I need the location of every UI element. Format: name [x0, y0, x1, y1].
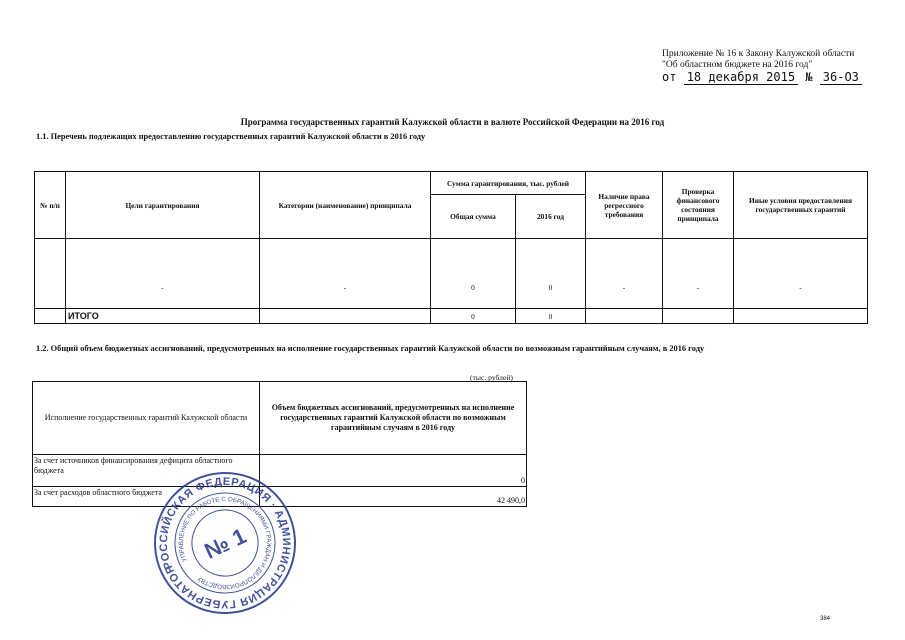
total-row: [35, 309, 868, 324]
cell-total: 0: [431, 239, 516, 309]
total-label: ИТОГО: [66, 309, 260, 324]
stamp-number: № 1: [200, 523, 250, 564]
stamp-inner-text: УПРАВЛЕНИЕ ПО РАБОТЕ С ОБРАЩЕНИЯМИ ГРАЖДАН И ДЕЛОПРОИЗВОДСТВУ: [177, 495, 273, 591]
total-cell-empty: [35, 309, 66, 324]
header-sum: Сумма гарантирования, тыс. рублей: [431, 172, 586, 195]
table-row: [35, 239, 868, 309]
header-regress: Наличие права регрессного требования: [586, 172, 663, 239]
total-cell-empty: [586, 309, 663, 324]
official-stamp: [150, 468, 300, 618]
cell-regress: -: [586, 239, 663, 309]
header-year: 2016 год: [516, 195, 586, 239]
stamp-outer-text: РОССИЙСКАЯ ФЕДЕРАЦИЯ · АДМИНИСТРАЦИЯ ГУБЕРНАТОРА: [157, 475, 293, 611]
row-label: За счет источников финансирования дефицита областного бюджета: [33, 455, 260, 487]
header-num: № п/п: [35, 172, 66, 239]
section-2-heading: 1.2. Общий объем бюджетных ассигнований, предусмотренных на исполнение государственных гарантий Калужской области по возможным гарантийным случаям, в 2016 году: [36, 344, 705, 353]
decree-prefix: от: [662, 70, 677, 84]
header-goals: Цели гарантирования: [66, 172, 260, 239]
header-other: Иные условия предоставления государственных гарантий: [734, 172, 868, 239]
cell-goals: -: [66, 239, 260, 309]
cell-other: -: [734, 239, 868, 309]
total-year-value: 0: [516, 309, 586, 324]
unit-label: (тыс. рублей): [470, 373, 513, 382]
header-volume: Объем бюджетных ассигнований, предусмотренных на исполнение государственных гарантий Калужской области по возможным гарантийным случаям в 2016 году: [260, 382, 527, 455]
total-value: 0: [431, 309, 516, 324]
decree-line: [662, 72, 862, 83]
header-category: Категории (наименование) принципала: [260, 172, 431, 239]
annex-line-1: Приложение № 16 к Закону Калужской области: [662, 49, 855, 59]
annex-reference: [662, 49, 862, 83]
total-cell-empty: [734, 309, 868, 324]
cell-check: -: [663, 239, 734, 309]
header-total: Общая сумма: [431, 195, 516, 239]
annex-line-2: "Об областном бюджете на 2016 год": [662, 60, 813, 70]
total-cell-empty: [260, 309, 431, 324]
document-title: Программа государственных гарантий Калужской области в валюте Российской Федерации на 2016 год: [240, 117, 665, 127]
header-execution: Исполнение государственных гарантий Калужской области: [33, 382, 260, 455]
header-check: Проверка финансового состояния принципала: [663, 172, 734, 239]
row-value: 42 490,0: [260, 487, 527, 507]
row-label: За счет расходов областного бюджета: [33, 487, 260, 507]
page-number: 384: [820, 616, 831, 622]
total-cell-empty: [663, 309, 734, 324]
guarantees-table: [34, 171, 868, 324]
section-1-heading: 1.1. Перечень подлежащих предоставлению государственных гарантий Калужской области в 2016 году: [36, 132, 426, 141]
cell-year: 0: [516, 239, 586, 309]
decree-date: 18 декабря 2015: [684, 70, 798, 85]
cell-num: [35, 239, 66, 309]
decree-no-sign: №: [805, 70, 813, 84]
decree-number: 36-ОЗ: [820, 70, 862, 85]
cell-category: -: [260, 239, 431, 309]
row-value: 0: [260, 455, 527, 487]
